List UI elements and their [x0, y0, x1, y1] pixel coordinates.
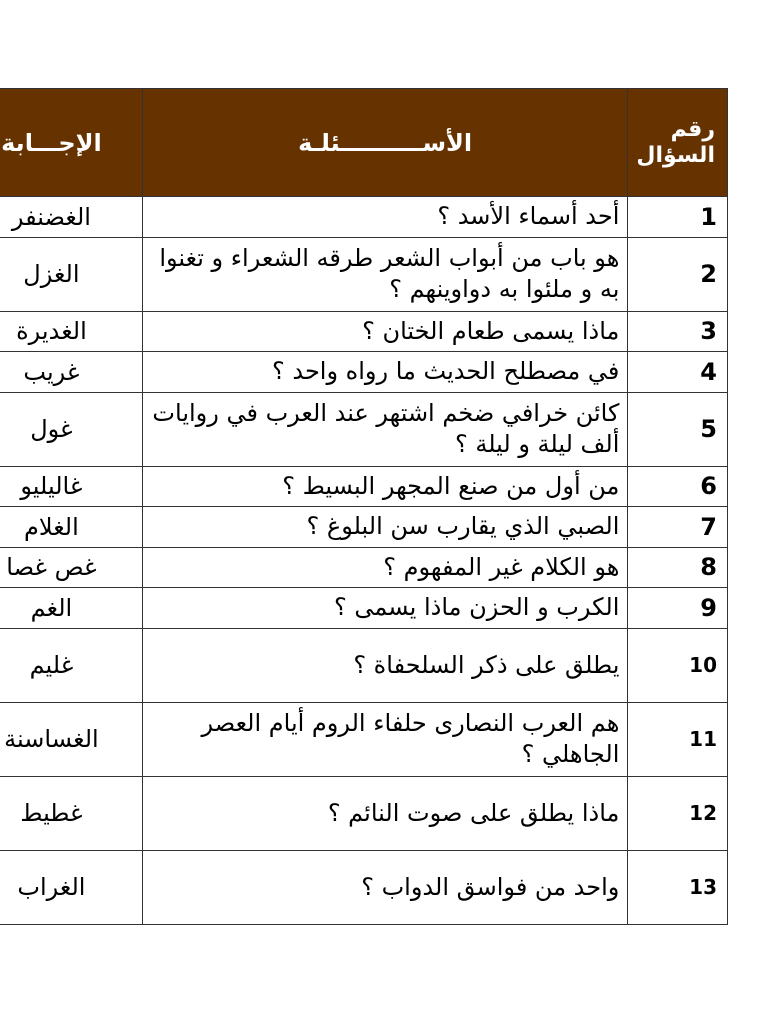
table-header-row [0, 89, 728, 197]
row-answer: غص غصا [0, 547, 142, 588]
table-row [0, 850, 728, 924]
row-question: في مصطلح الحديث ما رواه واحد ؟ [142, 352, 628, 393]
row-answer: غليم [0, 628, 142, 702]
row-number: 9 [628, 588, 728, 629]
row-answer: غطيط [0, 776, 142, 850]
header-question: الأســــــــــئلـة [142, 89, 628, 197]
row-number: 13 [628, 850, 728, 924]
row-number: 8 [628, 547, 728, 588]
table-row [0, 237, 728, 311]
row-number: 3 [628, 311, 728, 352]
row-answer: الغزل [0, 237, 142, 311]
row-number: 6 [628, 466, 728, 507]
table-row [0, 197, 728, 238]
table-row [0, 588, 728, 629]
table-row [0, 628, 728, 702]
row-question: من أول من صنع المجهر البسيط ؟ [142, 466, 628, 507]
row-question: ماذا يطلق على صوت النائم ؟ [142, 776, 628, 850]
row-number: 7 [628, 507, 728, 548]
row-answer: الغديرة [0, 311, 142, 352]
row-question: واحد من فواسق الدواب ؟ [142, 850, 628, 924]
row-question: كائن خرافي ضخم اشتهر عند العرب في روايات ألف ليلة و ليلة ؟ [142, 392, 628, 466]
row-question: ماذا يسمى طعام الختان ؟ [142, 311, 628, 352]
table-row [0, 466, 728, 507]
row-question: الصبي الذي يقارب سن البلوغ ؟ [142, 507, 628, 548]
row-number: 12 [628, 776, 728, 850]
row-answer: الغلام [0, 507, 142, 548]
table-row [0, 392, 728, 466]
row-answer: غريب [0, 352, 142, 393]
questions-table [0, 88, 728, 925]
row-number: 10 [628, 628, 728, 702]
row-question: الكرب و الحزن ماذا يسمى ؟ [142, 588, 628, 629]
row-question: هو باب من أبواب الشعر طرقه الشعراء و تغنوا به و ملئوا به دواوينهم ؟ [142, 237, 628, 311]
row-number: 11 [628, 702, 728, 776]
row-number: 1 [628, 197, 728, 238]
row-answer: الغراب [0, 850, 142, 924]
header-answer: الإجـــابة [0, 89, 142, 197]
row-answer: الغضنفر [0, 197, 142, 238]
table-row [0, 776, 728, 850]
row-number: 5 [628, 392, 728, 466]
row-question: يطلق على ذكر السلحفاة ؟ [142, 628, 628, 702]
row-number: 4 [628, 352, 728, 393]
row-answer: الغساسنة [0, 702, 142, 776]
table-row [0, 352, 728, 393]
table-row [0, 547, 728, 588]
row-question: هم العرب النصارى حلفاء الروم أيام العصر الجاهلي ؟ [142, 702, 628, 776]
row-number: 2 [628, 237, 728, 311]
table-row [0, 507, 728, 548]
row-answer: غاليليو [0, 466, 142, 507]
row-answer: الغم [0, 588, 142, 629]
header-number: رقم السؤال [628, 89, 728, 197]
table-row [0, 311, 728, 352]
row-answer: غول [0, 392, 142, 466]
row-question: هو الكلام غير المفهوم ؟ [142, 547, 628, 588]
table-row [0, 702, 728, 776]
row-question: أحد أسماء الأسد ؟ [142, 197, 628, 238]
